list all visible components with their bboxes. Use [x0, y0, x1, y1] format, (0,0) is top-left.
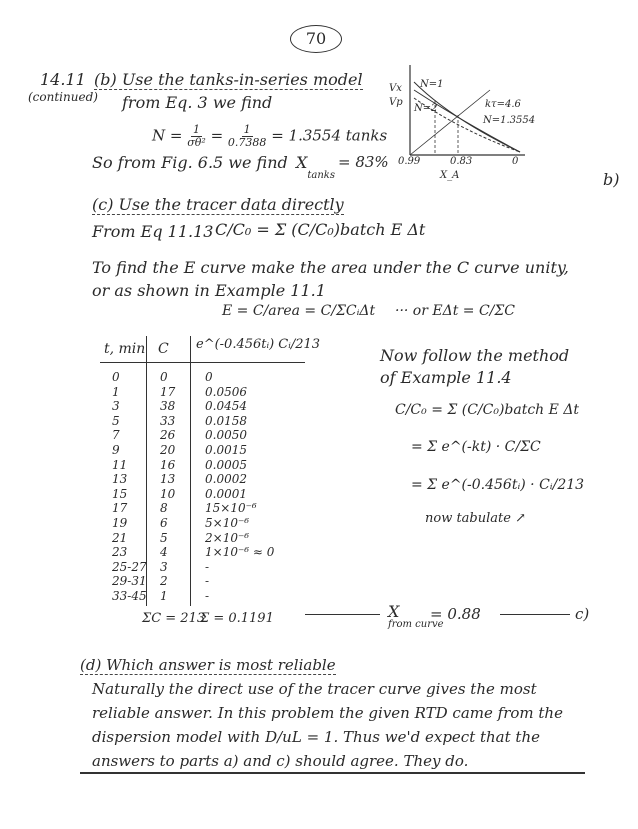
table-cell-e: - — [205, 574, 210, 589]
table-cell-t: 23 — [112, 545, 128, 560]
n-result: = 1.3554 tanks — [271, 126, 388, 145]
table-cell-e: 0 — [205, 370, 213, 384]
part-c-equation: C/C₀ = Σ (C/C₀)batch E Δt — [215, 220, 426, 239]
table-cell-c: 20 — [160, 442, 176, 457]
table-cell-t: 1 — [112, 384, 120, 399]
graph-n1: N=1 — [420, 79, 444, 90]
table-col-t — [112, 370, 147, 604]
table-cell-e: 0.0050 — [205, 428, 247, 443]
sum-e: Σ = 0.1191 — [200, 611, 274, 626]
col-header-e: e^(-0.456tᵢ) Cᵢ/213 — [196, 337, 321, 352]
graph-xaxis-label: X_A — [440, 170, 460, 181]
table-cell-t: 25-27 — [112, 559, 147, 574]
table-cell-c: 5 — [160, 530, 168, 545]
table-cell-e: 0.0158 — [205, 413, 247, 428]
as-shown-text: or as shown in Example 11.1 — [92, 281, 326, 300]
table-cell-e: 0.0015 — [205, 442, 247, 457]
part-d-line-3: dispersion model with D/uL = 1. Thus we'd expect that the — [92, 728, 540, 746]
part-b-heading: (b) Use the tanks-in-series model — [94, 70, 363, 89]
problem-number: 14.11 — [40, 70, 86, 89]
part-c-from-eq: From Eq 11.13 — [92, 222, 214, 241]
table-cell-c: 2 — [160, 574, 168, 589]
table-cell-e: - — [205, 588, 210, 603]
table-col-rule-2 — [190, 336, 191, 606]
n-frac1-num: 1 — [193, 123, 201, 136]
table-header-rule — [100, 362, 305, 363]
tabulate-note: now tabulate ↗ — [425, 511, 526, 526]
x-tanks-sub: tanks — [307, 170, 336, 181]
table-cell-e: 0.0454 — [205, 399, 247, 414]
result-arrow-right — [500, 614, 570, 615]
table-cell-e: 5×10⁻⁶ — [205, 515, 250, 530]
x-tanks — [296, 153, 336, 181]
graph-k-tau: kτ=4.6 — [485, 99, 521, 110]
table-cell-e: - — [205, 559, 210, 574]
table-cell-t: 7 — [112, 428, 120, 443]
method-eq-3: = Σ e^(-0.456tᵢ) · Cᵢ/213 — [411, 477, 585, 493]
graph-n2: N=2 — [414, 103, 438, 114]
graph-n-curve: N=1.3554 — [483, 115, 536, 126]
table-cell-e: 0.0001 — [205, 486, 247, 501]
continued-label: (continued) — [28, 90, 98, 104]
table-cell-t: 21 — [112, 530, 128, 545]
table-cell-c: 17 — [160, 384, 176, 399]
table-cell-c: 38 — [160, 399, 176, 414]
result-from-curve: from curve — [388, 619, 444, 630]
table-cell-e: 15×10⁻⁶ — [205, 501, 257, 516]
bottom-rule — [80, 772, 585, 774]
part-d-line-2: reliable answer. In this problem the given RTD came from the — [92, 704, 563, 722]
table-cell-t: 29-31 — [112, 574, 147, 589]
method-line-2: of Example 11.4 — [380, 368, 512, 387]
table-cell-e: 0.0506 — [205, 384, 247, 399]
table-cell-c: 6 — [160, 515, 168, 530]
table-cell-e: 2×10⁻⁶ — [205, 530, 250, 545]
method-eq-2: = Σ e^(-kt) · C/ΣC — [411, 439, 541, 455]
n-frac1-den: σθ² — [187, 136, 206, 149]
table-cell-t: 17 — [112, 501, 128, 516]
table-col-c — [160, 370, 175, 604]
table-cell-e: 0.0002 — [205, 472, 247, 487]
result-arrow-left — [305, 614, 380, 615]
x-tanks-symbol: X — [296, 153, 308, 172]
table-cell-c: 1 — [160, 588, 168, 603]
part-d-line-1: Naturally the direct use of the tracer curve gives the most — [92, 680, 537, 698]
table-cell-t: 3 — [112, 399, 120, 414]
part-d-line-4: answers to parts a) and c) should agree. They do. — [92, 752, 469, 770]
part-c-label: c) — [575, 605, 590, 623]
method-eq-1: C/C₀ = Σ (C/C₀)batch E Δt — [395, 402, 580, 418]
table-cell-t: 0 — [112, 370, 120, 384]
from-fig-text: So from Fig. 6.5 we find — [92, 153, 288, 172]
result-value: = 0.88 — [430, 605, 481, 623]
x-tanks-value: = 83% — [338, 153, 389, 171]
table-cell-t: 5 — [112, 413, 120, 428]
table-cell-c: 13 — [160, 472, 176, 487]
sum-c: ΣC = 213 — [142, 611, 206, 626]
table-cell-t: 33-45 — [112, 588, 147, 603]
table-cell-c: 10 — [160, 486, 176, 501]
part-d-heading: (d) Which answer is most reliable — [80, 656, 336, 674]
table-cell-c: 33 — [160, 413, 176, 428]
part-c-heading: (c) Use the tracer data directly — [92, 195, 344, 214]
find-e-text: To find the E curve make the area under the C curve unity, — [92, 258, 569, 277]
e-definition: E = C/area = C/ΣCᵢΔt — [222, 303, 376, 319]
graph-tick-3: 0 — [512, 156, 519, 167]
table-cell-t: 13 — [112, 472, 128, 487]
part-b-label: b) — [603, 170, 620, 189]
table-cell-e: 0.0005 — [205, 457, 247, 472]
graph-tick-2: 0.83 — [450, 156, 473, 167]
table-cell-c: 8 — [160, 501, 168, 516]
n-equation: N = $\frac{1}{\text{σθ²}}$ = $\frac{1}{0.7388}$ = 1.3554 tanks — [152, 123, 388, 149]
table-cell-c: 3 — [160, 559, 168, 574]
table-col-e — [205, 370, 274, 604]
table-cell-c: 16 — [160, 457, 176, 472]
table-cell-t: 9 — [112, 442, 120, 457]
table-cell-t: 19 — [112, 515, 128, 530]
e-delta-t-definition: ··· or EΔt = C/ΣC — [395, 303, 515, 319]
table-cell-t: 15 — [112, 486, 128, 501]
result-x: X — [388, 602, 400, 621]
col-header-c: C — [158, 341, 169, 357]
table-cell-c: 4 — [160, 545, 168, 560]
method-line-1: Now follow the method — [380, 346, 570, 365]
graph-ylabel-top: Vx — [389, 83, 402, 94]
table-cell-c: 0 — [160, 370, 168, 384]
table-cell-t: 11 — [112, 457, 128, 472]
table-cell-e: 1×10⁻⁶ ≈ 0 — [205, 545, 275, 560]
from-eq-text: from Eq. 3 we find — [122, 93, 273, 112]
graph-tick-1: 0.99 — [398, 156, 421, 167]
graph-ylabel-bottom: Vp — [389, 97, 403, 108]
table-cell-c: 26 — [160, 428, 176, 443]
n-frac2-den: 0.7388 — [227, 136, 267, 149]
n-eq-left: N = — [152, 126, 183, 145]
n-frac2-num: 1 — [243, 123, 251, 136]
page-number: 70 — [290, 25, 342, 53]
col-header-t: t, min — [104, 341, 146, 357]
